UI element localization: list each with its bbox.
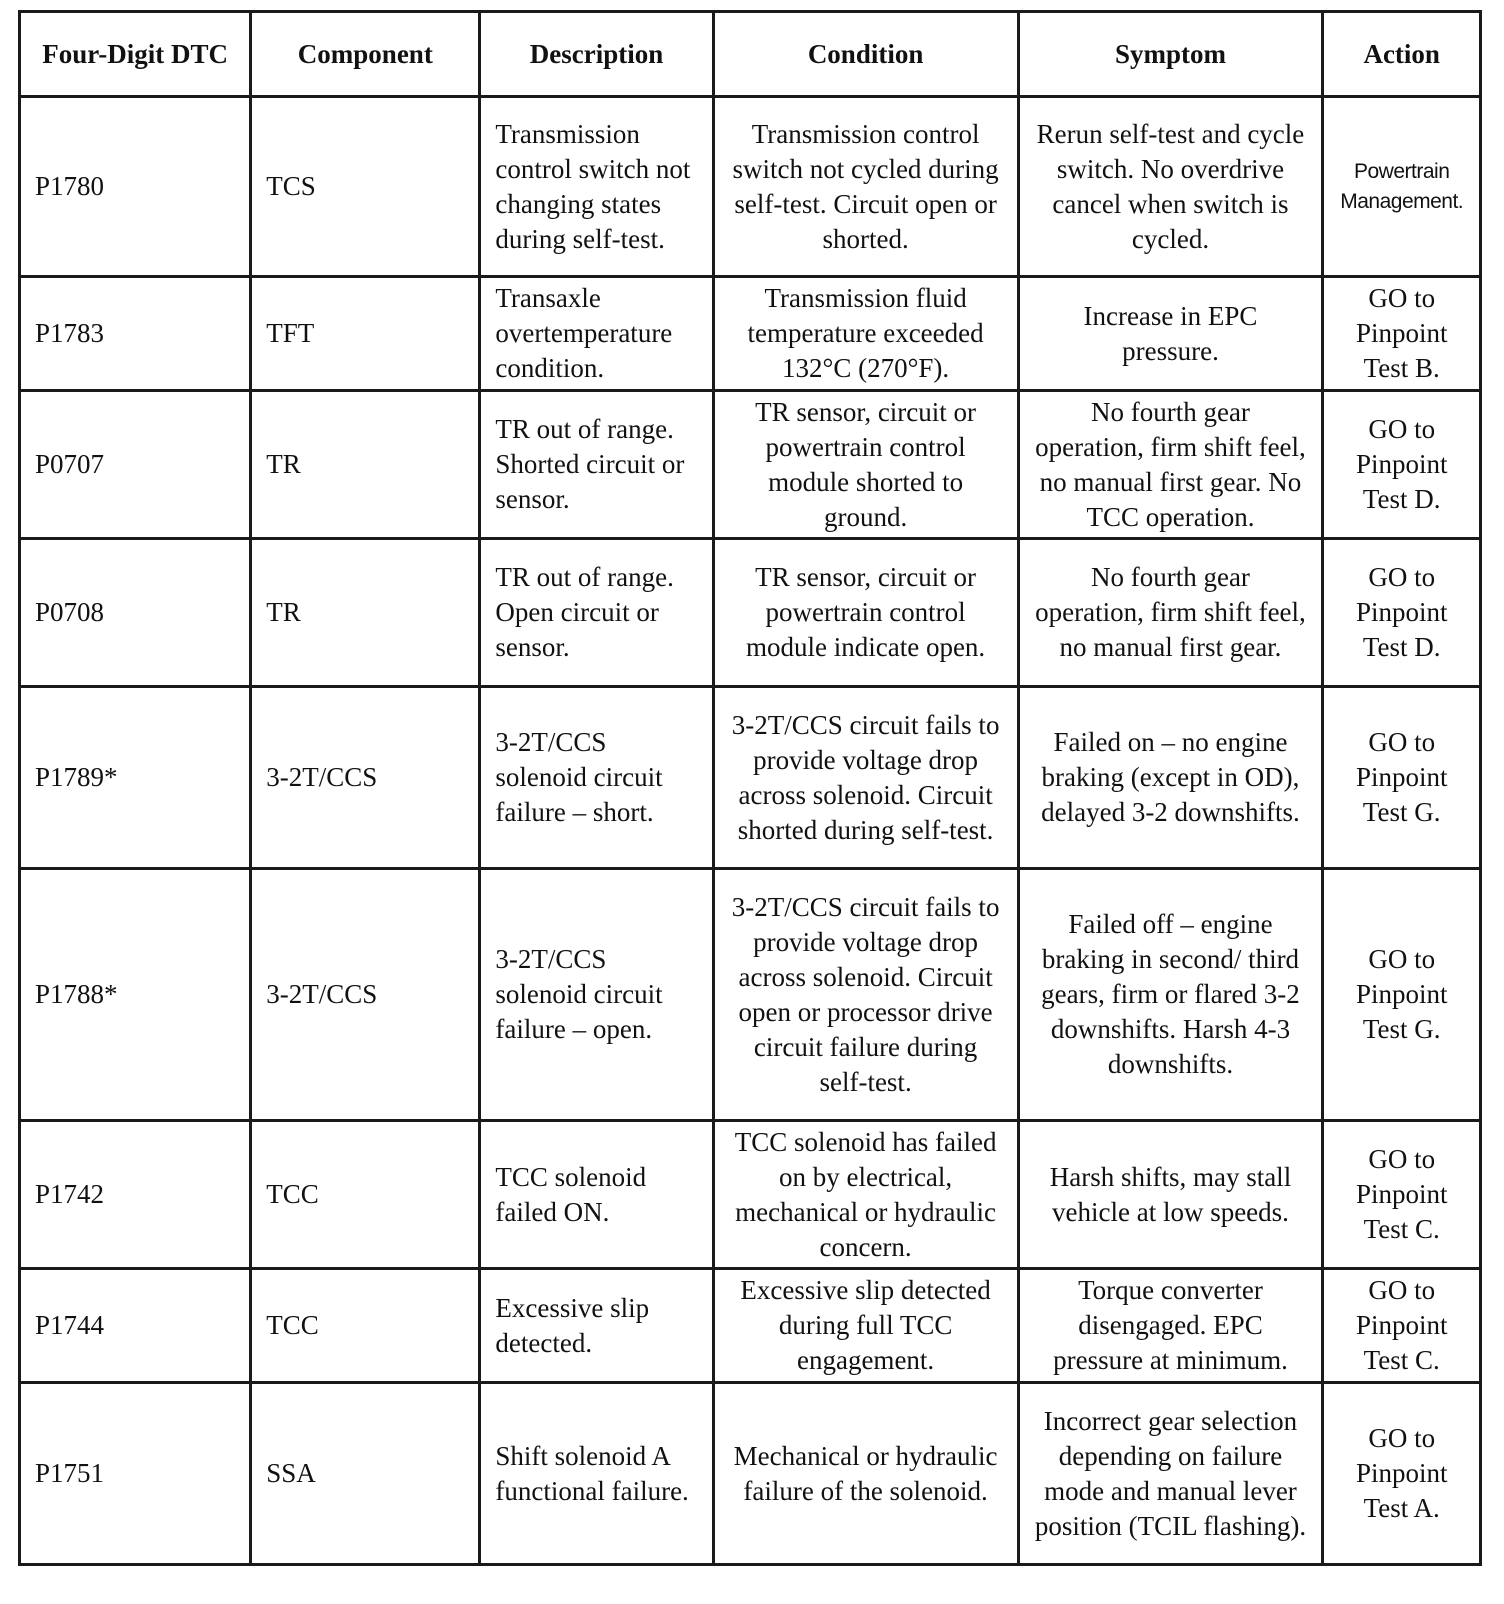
header-action: Action: [1323, 12, 1481, 97]
cell-description: 3-2T/CCS solenoid circuit failure – short.: [480, 687, 713, 869]
cell-symptom: No fourth gear operation, firm shift feel, no manual first gear. No TCC operation.: [1018, 391, 1323, 539]
cell-action: GO to Pinpoint Test C.: [1323, 1121, 1481, 1269]
cell-condition: Transmission control switch not cycled during self-test. Circuit open or shorted.: [713, 97, 1018, 277]
cell-symptom: Incorrect gear selection depending on failure mode and manual lever position (TCIL flashing).: [1018, 1383, 1323, 1565]
cell-action: GO to Pinpoint Test C.: [1323, 1269, 1481, 1383]
dtc-table: [18, 10, 1482, 1566]
cell-action: GO to Pinpoint Test D.: [1323, 539, 1481, 687]
cell-description: Excessive slip detected.: [480, 1269, 713, 1383]
header-component: Component: [251, 12, 480, 97]
cell-description: 3-2T/CCS solenoid circuit failure – open.: [480, 869, 713, 1121]
cell-action: GO to Pinpoint Test G.: [1323, 687, 1481, 869]
cell-symptom: Harsh shifts, may stall vehicle at low speeds.: [1018, 1121, 1323, 1269]
cell-description: Shift solenoid A functional failure.: [480, 1383, 713, 1565]
cell-condition: TR sensor, circuit or powertrain control module indicate open.: [713, 539, 1018, 687]
cell-dtc: P1789*: [20, 687, 251, 869]
cell-action: GO to Pinpoint Test G.: [1323, 869, 1481, 1121]
cell-condition: Transmission fluid temperature exceeded 132°C (270°F).: [713, 277, 1018, 391]
cell-symptom: Failed off – engine braking in second/ third gears, firm or flared 3-2 downshifts. Harsh 4-3 downshifts.: [1018, 869, 1323, 1121]
cell-dtc: P1744: [20, 1269, 251, 1383]
cell-condition: 3-2T/CCS circuit fails to provide voltage drop across solenoid. Circuit open or processor drive circuit failure during self-test.: [713, 869, 1018, 1121]
header-dtc: Four-Digit DTC: [20, 12, 251, 97]
cell-action: GO to Pinpoint Test B.: [1323, 277, 1481, 391]
cell-component: 3-2T/CCS: [251, 869, 480, 1121]
table-row: [20, 687, 1481, 869]
table-row: [20, 391, 1481, 539]
cell-symptom: Rerun self-test and cycle switch. No overdrive cancel when switch is cycled.: [1018, 97, 1323, 277]
cell-action: GO to Pinpoint Test A.: [1323, 1383, 1481, 1565]
cell-symptom: Increase in EPC pressure.: [1018, 277, 1323, 391]
table-row: [20, 869, 1481, 1121]
header-condition: Condition: [713, 12, 1018, 97]
cell-component: TCC: [251, 1121, 480, 1269]
cell-description: TR out of range. Open circuit or sensor.: [480, 539, 713, 687]
cell-dtc: P1780: [20, 97, 251, 277]
cell-dtc: P1788*: [20, 869, 251, 1121]
cell-description: Transmission control switch not changing states during self-test.: [480, 97, 713, 277]
cell-condition: 3-2T/CCS circuit fails to provide voltage drop across solenoid. Circuit shorted during self-test.: [713, 687, 1018, 869]
cell-condition: TR sensor, circuit or powertrain control module shorted to ground.: [713, 391, 1018, 539]
cell-component: SSA: [251, 1383, 480, 1565]
header-description: Description: [480, 12, 713, 97]
cell-action: GO to Pinpoint Test D.: [1323, 391, 1481, 539]
cell-component: TR: [251, 539, 480, 687]
cell-dtc: P0707: [20, 391, 251, 539]
cell-symptom: No fourth gear operation, firm shift feel, no manual first gear.: [1018, 539, 1323, 687]
cell-component: 3-2T/CCS: [251, 687, 480, 869]
cell-description: TCC solenoid failed ON.: [480, 1121, 713, 1269]
cell-dtc: P0708: [20, 539, 251, 687]
table-row: [20, 1269, 1481, 1383]
dtc-table-page: [18, 10, 1488, 1566]
cell-dtc: P1751: [20, 1383, 251, 1565]
cell-component: TCC: [251, 1269, 480, 1383]
cell-symptom: Torque converter disengaged. EPC pressure at minimum.: [1018, 1269, 1323, 1383]
table-row: [20, 539, 1481, 687]
header-symptom: Symptom: [1018, 12, 1323, 97]
header-row: [20, 12, 1481, 97]
cell-component: TFT: [251, 277, 480, 391]
cell-condition: TCC solenoid has failed on by electrical, mechanical or hydraulic concern.: [713, 1121, 1018, 1269]
table-row: [20, 277, 1481, 391]
cell-component: TR: [251, 391, 480, 539]
cell-component: TCS: [251, 97, 480, 277]
cell-action: [1323, 97, 1481, 277]
table-row: [20, 1383, 1481, 1565]
cell-condition: Mechanical or hydraulic failure of the solenoid.: [713, 1383, 1018, 1565]
cell-description: Transaxle overtemperature condition.: [480, 277, 713, 391]
cell-dtc: P1783: [20, 277, 251, 391]
cell-action-text: Powertrain Management.: [1340, 159, 1464, 213]
table-row: [20, 1121, 1481, 1269]
cell-description: TR out of range. Shorted circuit or sensor.: [480, 391, 713, 539]
cell-symptom: Failed on – no engine braking (except in OD), delayed 3-2 downshifts.: [1018, 687, 1323, 869]
table-row: [20, 97, 1481, 277]
cell-dtc: P1742: [20, 1121, 251, 1269]
cell-condition: Excessive slip detected during full TCC engagement.: [713, 1269, 1018, 1383]
